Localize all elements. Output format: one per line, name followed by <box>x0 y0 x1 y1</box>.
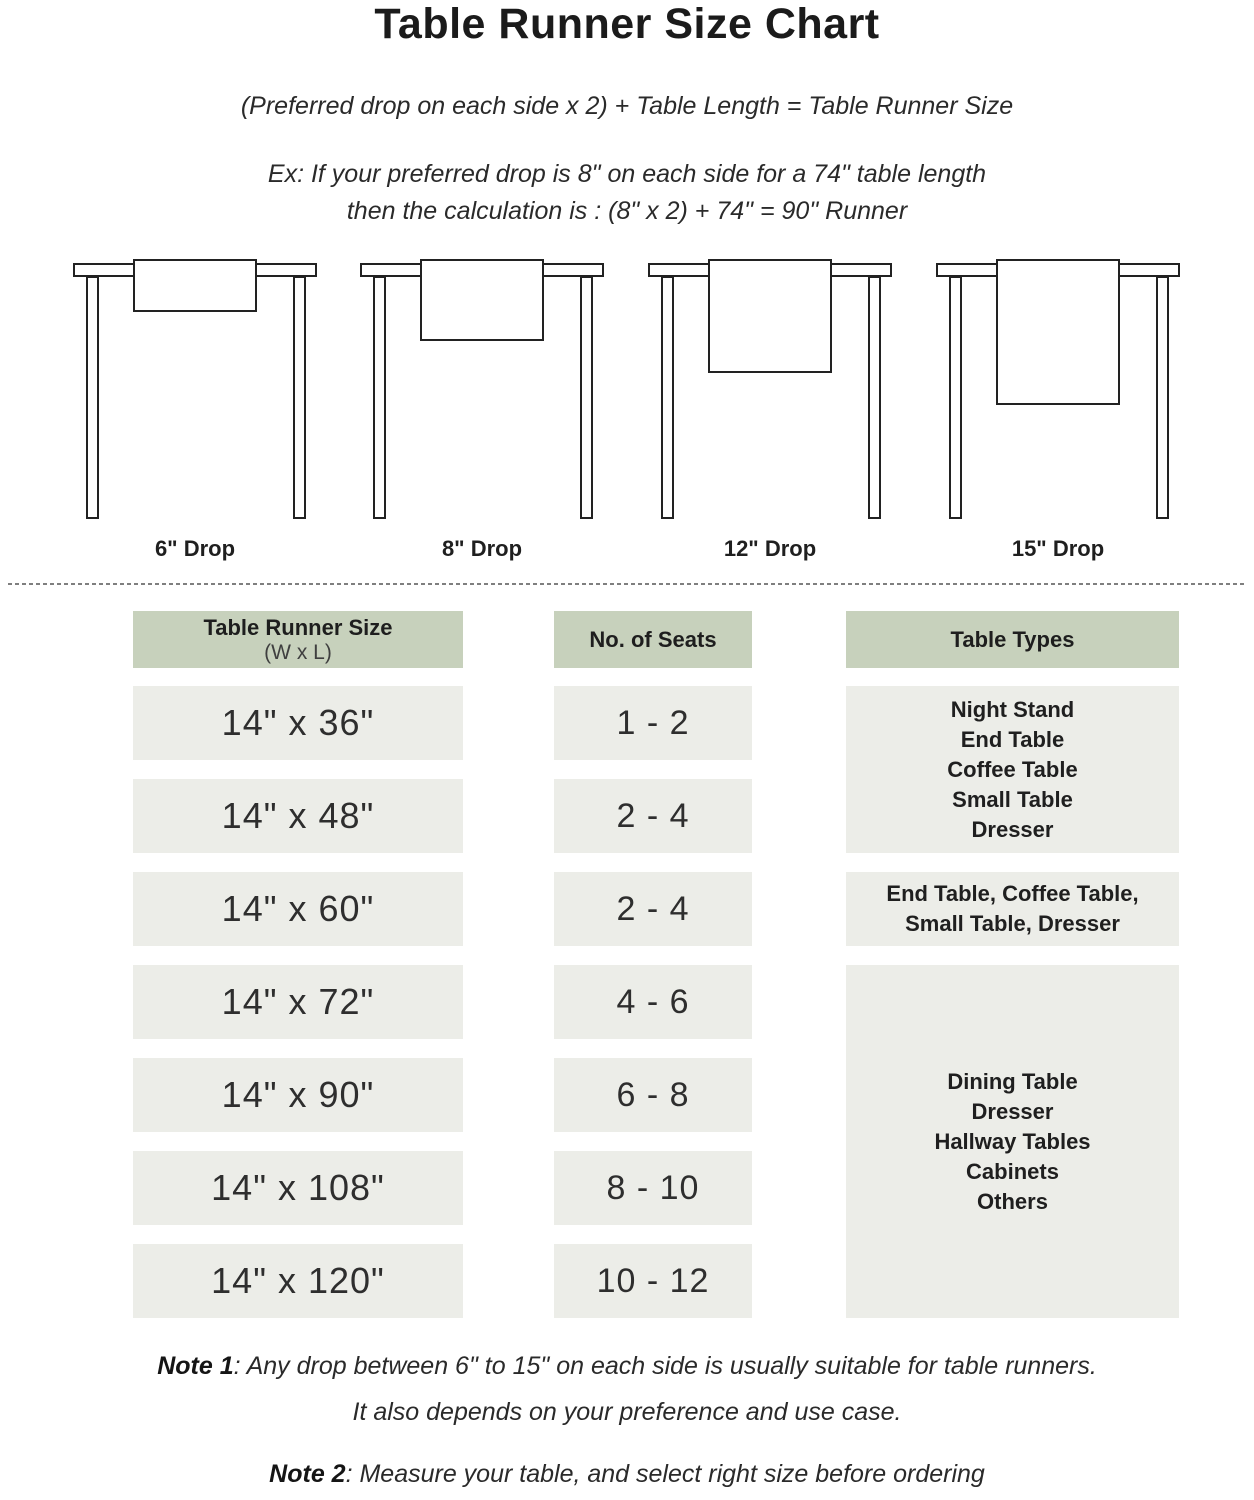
types-line: Cabinets <box>966 1158 1059 1184</box>
example-line-1: Ex: If your preferred drop is 8" on each side for a 74" table length <box>267 160 987 188</box>
types-line: End Table <box>960 726 1065 752</box>
runner-illustration <box>420 259 544 341</box>
table-leg-left-illustration <box>373 276 386 519</box>
drop-label: 8" Drop <box>441 536 523 561</box>
note-2-label: Note 2 <box>269 1460 346 1488</box>
formula-text: (Preferred drop on each side x 2) + Table Length = Table Runner Size <box>240 92 1014 120</box>
types-line: Hallway Tables <box>934 1128 1091 1154</box>
table-leg-right-illustration <box>868 276 881 519</box>
size-cell <box>133 965 463 1039</box>
seats-value: 1 - 2 <box>616 703 690 742</box>
types-line: Small Table <box>952 786 1073 812</box>
note-1-text: : Any drop between 6" to 15" on each side is usually suitable for table runners. <box>233 1352 1097 1380</box>
size-cell <box>133 1244 463 1318</box>
seats-value: 4 - 6 <box>616 982 690 1021</box>
types-cell-medium-tables <box>846 872 1179 946</box>
runner-illustration <box>133 259 257 312</box>
note-2 <box>0 1460 1254 1489</box>
header-title: Table Types <box>950 626 1075 652</box>
column-header-seats <box>554 611 752 668</box>
table-leg-right-illustration <box>293 276 306 519</box>
table-leg-left-illustration <box>661 276 674 519</box>
seats-value: 8 - 10 <box>606 1168 700 1207</box>
types-cell-small-tables <box>846 686 1179 853</box>
seats-value: 6 - 8 <box>616 1075 690 1114</box>
types-line: Night Stand <box>950 696 1075 722</box>
example-line-2: then the calculation is : (8" x 2) + 74" = 90" Runner <box>346 197 908 225</box>
note-1-line-2: It also depends on your preference and use case. <box>352 1398 902 1426</box>
column-header-runner-size <box>133 611 463 668</box>
table-leg-right-illustration <box>1156 276 1169 519</box>
size-cell <box>133 1151 463 1225</box>
size-cell <box>133 686 463 760</box>
seats-cell <box>554 686 752 760</box>
types-line: Others <box>977 1188 1048 1214</box>
drop-label: 15" Drop <box>1011 536 1105 561</box>
types-line: Dresser <box>971 1098 1054 1124</box>
table-leg-left-illustration <box>86 276 99 519</box>
seats-cell <box>554 1058 752 1132</box>
types-line: Dresser <box>971 816 1054 842</box>
table-diagram-8in-drop <box>360 259 604 569</box>
header-title: Table Runner Size <box>203 614 393 640</box>
seats-value: 2 - 4 <box>616 889 690 928</box>
note-2-text: : Measure your table, and select right size before ordering <box>345 1460 985 1488</box>
table-diagram-12in-drop <box>648 259 892 569</box>
seats-value: 10 - 12 <box>596 1261 710 1300</box>
table-diagram-6in-drop <box>73 259 317 569</box>
types-line: End Table, Coffee Table, <box>886 881 1139 906</box>
table-leg-right-illustration <box>580 276 593 519</box>
size-value: 14" x 60" <box>221 888 375 929</box>
table-diagram-15in-drop <box>936 259 1180 569</box>
size-value: 14" x 108" <box>211 1167 385 1208</box>
types-cell-large-tables <box>846 965 1179 1318</box>
size-cell <box>133 872 463 946</box>
header-subtitle: (W x L) <box>264 640 332 664</box>
types-line: Small Table, Dresser <box>905 911 1120 936</box>
size-value: 14" x 36" <box>221 702 375 743</box>
section-divider <box>8 583 1246 585</box>
runner-illustration <box>996 259 1120 405</box>
size-value: 14" x 120" <box>211 1260 385 1301</box>
column-header-types <box>846 611 1179 668</box>
drop-label: 12" Drop <box>723 536 817 561</box>
size-value: 14" x 72" <box>221 981 375 1022</box>
seats-cell <box>554 779 752 853</box>
types-line: Coffee Table <box>947 756 1078 782</box>
seats-value: 2 - 4 <box>616 796 690 835</box>
header-title: No. of Seats <box>589 626 717 652</box>
types-line: Dining Table <box>947 1068 1078 1094</box>
table-leg-left-illustration <box>949 276 962 519</box>
seats-cell <box>554 1244 752 1318</box>
runner-illustration <box>708 259 832 373</box>
note-1 <box>0 1352 1254 1381</box>
note-1-label: Note 1 <box>157 1352 234 1380</box>
size-cell <box>133 779 463 853</box>
size-value: 14" x 48" <box>221 795 375 836</box>
drop-label: 6" Drop <box>154 536 236 561</box>
seats-cell <box>554 1151 752 1225</box>
page-title: Table Runner Size Chart <box>374 0 880 48</box>
size-value: 14" x 90" <box>221 1074 375 1115</box>
seats-cell <box>554 965 752 1039</box>
seats-cell <box>554 872 752 946</box>
size-cell <box>133 1058 463 1132</box>
